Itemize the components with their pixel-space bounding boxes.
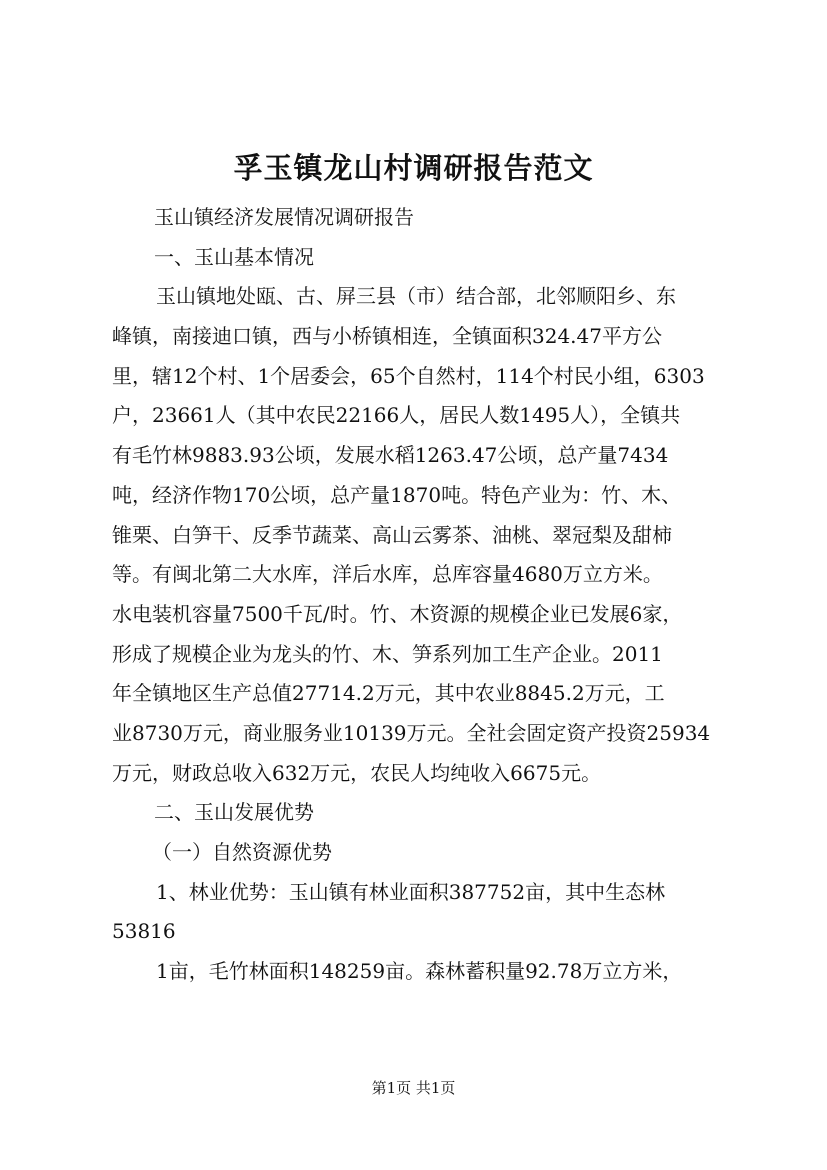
paragraph-line: 有毛竹林9883.93公顷，发展水稻1263.47公顷，总产量7434 (112, 443, 669, 468)
paragraph-line: 业8730万元，商业服务业10139万元。全社会固定资产投资25934 (112, 720, 711, 745)
paragraph-line: 等。有闽北第二大水库，洋后水库，总库容量4680万立方米。 (112, 562, 663, 587)
paragraph-line: 万元，财政总收入632万元，农民人均纯收入6675元。 (112, 760, 602, 785)
section-heading-basic-info: 一、玉山基本情况 (154, 244, 314, 269)
page-footer: 第1页 共1页 (371, 1079, 456, 1097)
paragraph-line: 吨，经济作物170公顷，总产量1870吨。特色产业为：竹、木、 (112, 482, 682, 507)
paragraph-line: 形成了规模企业为龙头的竹、木、笋系列加工生产企业。2011 (112, 641, 663, 666)
paragraph-line: 年全镇地区生产总值27714.2万元，其中农业8845.2万元，工 (112, 681, 665, 706)
paragraph-line: 53816 (112, 919, 176, 944)
paragraph-line: 玉山镇地处瓯、古、屏三县（市）结合部，北邻顺阳乡、东 (156, 284, 676, 309)
paragraph-line: 里，辖12个村、1个居委会，65个自然村，114个村民小组，6303 (112, 363, 705, 388)
paragraph-line: 户，23661人（其中农民22166人，居民人数1495人），全镇共 (112, 403, 681, 428)
paragraph-line: 1亩，毛竹林面积148259亩。森林蓄积量92.78万立方米， (156, 959, 683, 984)
paragraph-line: 1、林业优势：玉山镇有林业面积387752亩，其中生态林 (156, 879, 666, 904)
section-heading-advantages: 二、玉山发展优势 (154, 800, 314, 825)
document-title: 孚玉镇龙山村调研报告范文 (233, 151, 594, 185)
paragraph-line: 锥栗、白笋干、反季节蔬菜、高山云雾茶、油桃、翠冠梨及甜柿 (112, 522, 672, 547)
report-subtitle: 玉山镇经济发展情况调研报告 (154, 205, 414, 229)
paragraph-line: 峰镇，南接迪口镇，西与小桥镇相连，全镇面积324.47平方公 (112, 324, 662, 349)
subsection-heading-natural-resources: （一）自然资源优势 (152, 840, 332, 864)
paragraph-line: 水电装机容量7500千瓦/时。竹、木资源的规模企业已发展6家， (112, 601, 683, 626)
document-body (112, 198, 740, 992)
